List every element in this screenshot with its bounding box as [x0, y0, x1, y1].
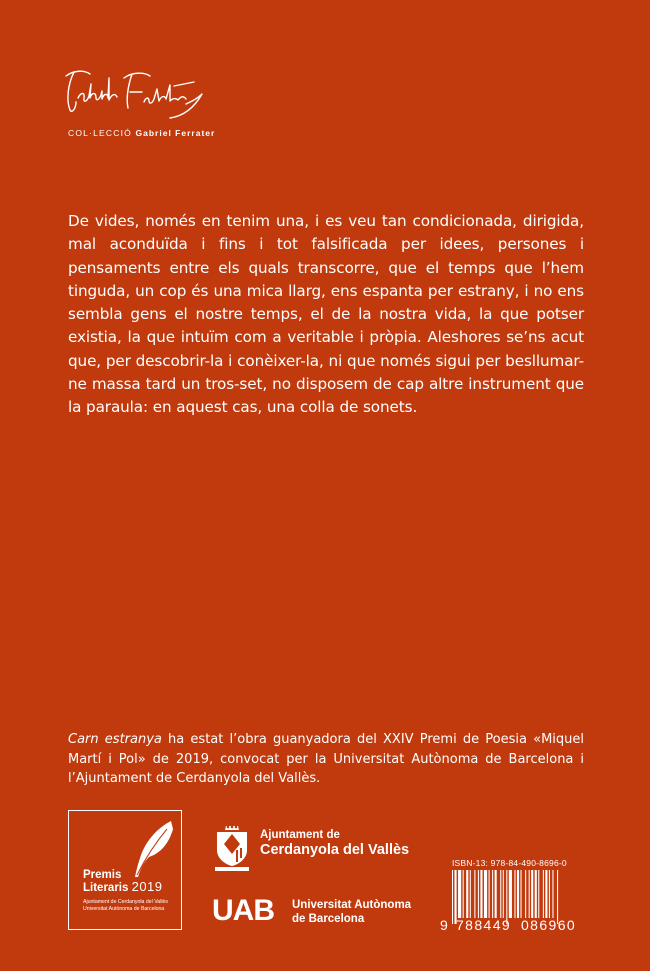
- collection-title: Gabriel Ferrater: [135, 128, 216, 138]
- barcode-bar: [517, 870, 519, 918]
- barcode-bar: [466, 870, 468, 918]
- barcode-bar: [535, 870, 537, 918]
- barcode-bar: [543, 870, 544, 918]
- uab-line2: de Barcelona: [292, 912, 365, 925]
- premis-institutions: [83, 899, 179, 913]
- ajuntament-line2: Cerdanyola del Vallès: [260, 842, 410, 858]
- barcode-bar: [463, 870, 464, 918]
- premis-title: [83, 869, 163, 894]
- premis-small-2: Universitat Autònoma de Barcelona: [83, 906, 165, 912]
- uab-logo: UAB: [212, 894, 274, 927]
- collection-name: [68, 128, 215, 138]
- collection-prefix: COL·LECCIÓ: [68, 128, 132, 138]
- premis-line2: Literaris: [83, 882, 129, 894]
- uab-line1: Universitat Autònoma: [292, 899, 412, 911]
- barcode-bar: [549, 870, 550, 918]
- barcode-bar: [492, 870, 493, 918]
- barcode-bar: [521, 870, 522, 918]
- barcode-bar: [495, 870, 497, 918]
- barcode-bar: [545, 870, 547, 918]
- premis-line1: Premis: [83, 869, 122, 881]
- barcode-bar: [489, 870, 490, 918]
- book-title: Carn estranya: [68, 732, 162, 747]
- premis-small-1: Ajuntament de Cerdanyola del Vallès: [83, 899, 168, 905]
- barcode-bar: [500, 870, 501, 918]
- barcode-bar: [452, 870, 453, 924]
- prize-statement: [68, 730, 584, 789]
- barcode-group1: 788449: [456, 917, 512, 932]
- barcode-bar: [557, 870, 558, 924]
- barcode-bar: [525, 870, 526, 918]
- ajuntament-line1: Ajuntament de: [260, 829, 340, 841]
- barcode-bar: [509, 870, 512, 918]
- barcode-bar: [458, 870, 461, 918]
- barcode-bar: [484, 870, 487, 918]
- signature-logo: [62, 64, 207, 122]
- isbn-barcode: [440, 870, 586, 932]
- barcode-bar: [503, 870, 504, 918]
- premis-year: 2019: [131, 879, 163, 894]
- uab-logo-text: [292, 899, 411, 926]
- barcode-bar: [474, 870, 475, 918]
- isbn-label: ISBN-13: 978-84-490-8696-0: [452, 858, 567, 868]
- barcode-bar: [470, 870, 471, 918]
- barcode-bar: [552, 870, 553, 918]
- barcode-bar: [478, 870, 479, 918]
- barcode-bar: [529, 870, 530, 918]
- barcode-group2: 086960: [521, 917, 577, 932]
- ajuntament-logo-text: [260, 829, 409, 859]
- barcode-bar: [480, 870, 482, 918]
- barcode-first-digit: 9: [440, 917, 448, 932]
- barcode-bar: [514, 870, 515, 918]
- back-cover-blurb: De vides, només en tenim una, i es veu tan condicionada, dirigida, mal aconduïda i fins i tot falsificada per idees, persones i pensaments entre els quals transcorre, que el temps que l’hem tinguda, un cop és una mica llarg, ens espanta per estrany, i no ens sembla gens el nostre temps, el de la nostra vida, la que potser existia, la que intuïm com a veritable i pròpia. Aleshores se’ns acut que, per descobrir-la i conèixer-la, ni que només sigui per besllumar-ne massa tard un tros-set, no disposem de cap altre instrument que la paraula: en aquest cas, una colla de sonets.: [68, 212, 584, 417]
- prize-text: ha estat l’obra guanyadora del XXIV Premi de Poesia «Miquel Martí i Pol» de 2019, convocat per la Universitat Autònoma de Barcelona i l’Ajuntament de Cerdanyola del Vallès.: [68, 732, 584, 786]
- premis-literaris-logo: [68, 810, 182, 930]
- cerdanyola-shield-icon: [212, 824, 252, 872]
- barcode-bar: [538, 870, 539, 918]
- barcode-bar: [531, 870, 533, 918]
- barcode-bar: [455, 870, 457, 924]
- barcode-bar: [506, 870, 507, 924]
